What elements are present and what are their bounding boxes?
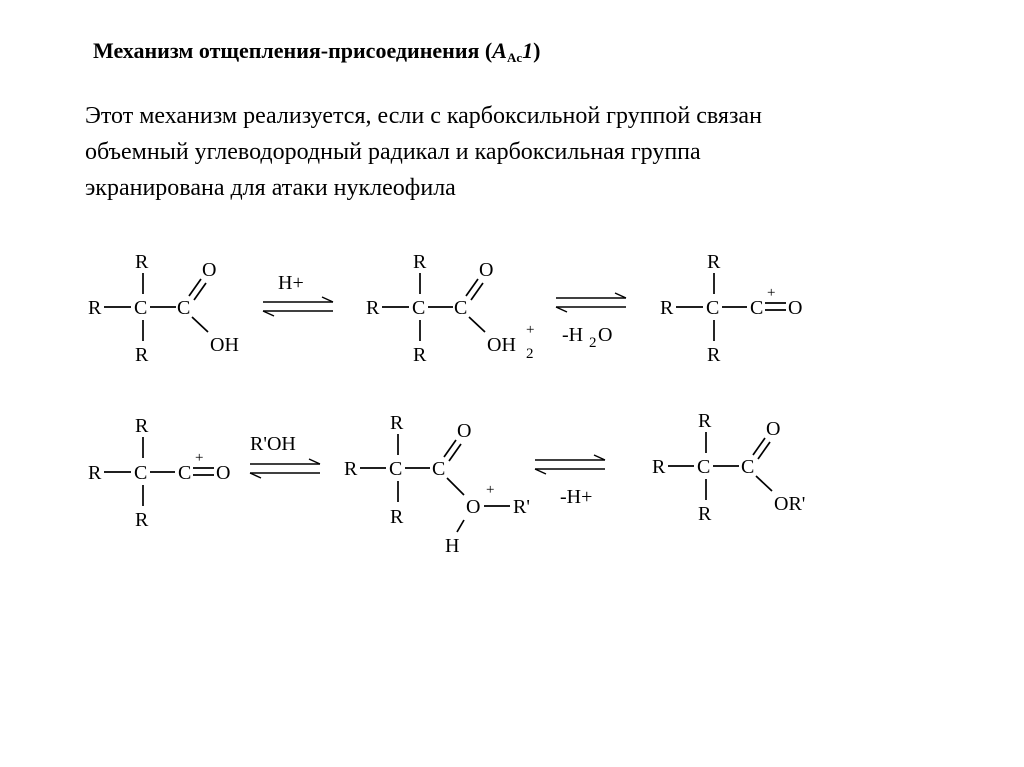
- atom-c-cation: C: [178, 462, 192, 484]
- atom-r-left: R: [88, 297, 102, 319]
- bond-line: [447, 478, 464, 495]
- atom-c-cation: C: [750, 297, 764, 319]
- atom-r-top: R: [390, 412, 404, 434]
- atom-c-carbonyl: C: [454, 297, 468, 319]
- title-close: ): [533, 38, 541, 63]
- group-oh: OH: [210, 334, 239, 356]
- structure-ester: [652, 410, 805, 525]
- bond-line: [756, 476, 772, 491]
- atom-c-carbonyl: C: [177, 297, 191, 319]
- structure-carboxylic-acid: [88, 251, 239, 366]
- arrow-label-o: O: [598, 324, 613, 346]
- description-line-1: Этот механизм реализуется, если с карбоксильной группой связан: [85, 103, 762, 129]
- atom-r-bottom: R: [390, 506, 404, 528]
- atom-c-central: C: [697, 456, 711, 478]
- arrow-label-alcohol: R'OH: [250, 433, 296, 455]
- bond-line: [469, 317, 485, 332]
- atom-c-central: C: [706, 297, 720, 319]
- atom-r-top: R: [135, 415, 149, 437]
- description-line-2: объемный углеводородный радикал и карбоксильная группа: [85, 139, 701, 165]
- atom-r-left: R: [652, 456, 666, 478]
- equilibrium-arrow-minus-h2o: [556, 293, 626, 351]
- atom-o-carbonyl: O: [766, 418, 781, 440]
- atom-r-left: R: [344, 458, 358, 480]
- atom-c-carbonyl: C: [432, 458, 446, 480]
- atom-o-oxonium: O: [466, 496, 481, 518]
- atom-r-top: R: [413, 251, 427, 273]
- arrow-reverse-head: [535, 469, 546, 474]
- atom-o-carbonyl: O: [202, 259, 217, 281]
- atom-r-left: R: [660, 297, 674, 319]
- atom-o: O: [788, 297, 803, 319]
- group-r-prime: R': [513, 496, 530, 518]
- description-line-3: экранирована для атаки нуклеофила: [85, 175, 456, 201]
- atom-r-bottom: R: [413, 344, 427, 366]
- title-mechanism-subscript: Ac: [506, 50, 523, 65]
- arrow-label-minus-h-plus: -H+: [560, 486, 593, 508]
- equilibrium-arrow-minus-h-plus: [535, 455, 605, 508]
- atom-c-central: C: [134, 462, 148, 484]
- atom-r-left: R: [88, 462, 102, 484]
- atom-c-central: C: [134, 297, 148, 319]
- atom-c-central: C: [412, 297, 426, 319]
- atom-r-top: R: [135, 251, 149, 273]
- charge-plus: +: [486, 482, 495, 498]
- structure-oxonium-intermediate: [344, 412, 530, 557]
- arrow-forward-head: [594, 455, 605, 460]
- arrow-reverse-head: [250, 473, 261, 478]
- group-oh: OH: [487, 334, 516, 356]
- atom-o-carbonyl: O: [457, 420, 472, 442]
- atom-r-bottom: R: [707, 344, 721, 366]
- atom-o-carbonyl: O: [479, 259, 494, 281]
- atom-r-top: R: [698, 410, 712, 432]
- title-mechanism-letter: A: [492, 38, 507, 63]
- charge-plus: +: [526, 322, 535, 338]
- group-or-prime: OR': [774, 493, 806, 515]
- title-text: Механизм отщепления-присоединения (: [93, 38, 493, 63]
- arrow-forward-head: [322, 297, 333, 302]
- structure-acylium-cation: [660, 251, 802, 366]
- atom-r-top: R: [707, 251, 721, 273]
- bond-line: [192, 317, 208, 332]
- arrow-reverse-head: [263, 311, 274, 316]
- arrow-forward-head: [309, 459, 320, 464]
- equilibrium-arrow-alcohol: [250, 433, 320, 478]
- arrow-forward-head: [615, 293, 626, 298]
- bond-line: [457, 520, 464, 532]
- atom-r-bottom: R: [135, 344, 149, 366]
- structure-acylium-cation-row2: [88, 415, 230, 531]
- charge-plus: +: [195, 450, 204, 466]
- equilibrium-arrow-h-plus: [263, 272, 333, 316]
- atom-r-left: R: [366, 297, 380, 319]
- arrow-label-minus-h: -H: [562, 324, 584, 346]
- charge-plus: +: [767, 285, 776, 301]
- atom-r-bottom: R: [698, 503, 712, 525]
- atom-c-central: C: [389, 458, 403, 480]
- title-mechanism-number: 1: [522, 38, 534, 63]
- atom-h: H: [445, 535, 460, 557]
- atom-c-carbonyl: C: [741, 456, 755, 478]
- subscript-2: 2: [526, 346, 534, 362]
- atom-r-bottom: R: [135, 509, 149, 531]
- structure-protonated-acid: [366, 251, 534, 366]
- arrow-reverse-head: [556, 307, 567, 312]
- arrow-label-h-plus: H+: [278, 272, 304, 294]
- arrow-label-subscript-2: 2: [589, 335, 597, 351]
- atom-o: O: [216, 462, 231, 484]
